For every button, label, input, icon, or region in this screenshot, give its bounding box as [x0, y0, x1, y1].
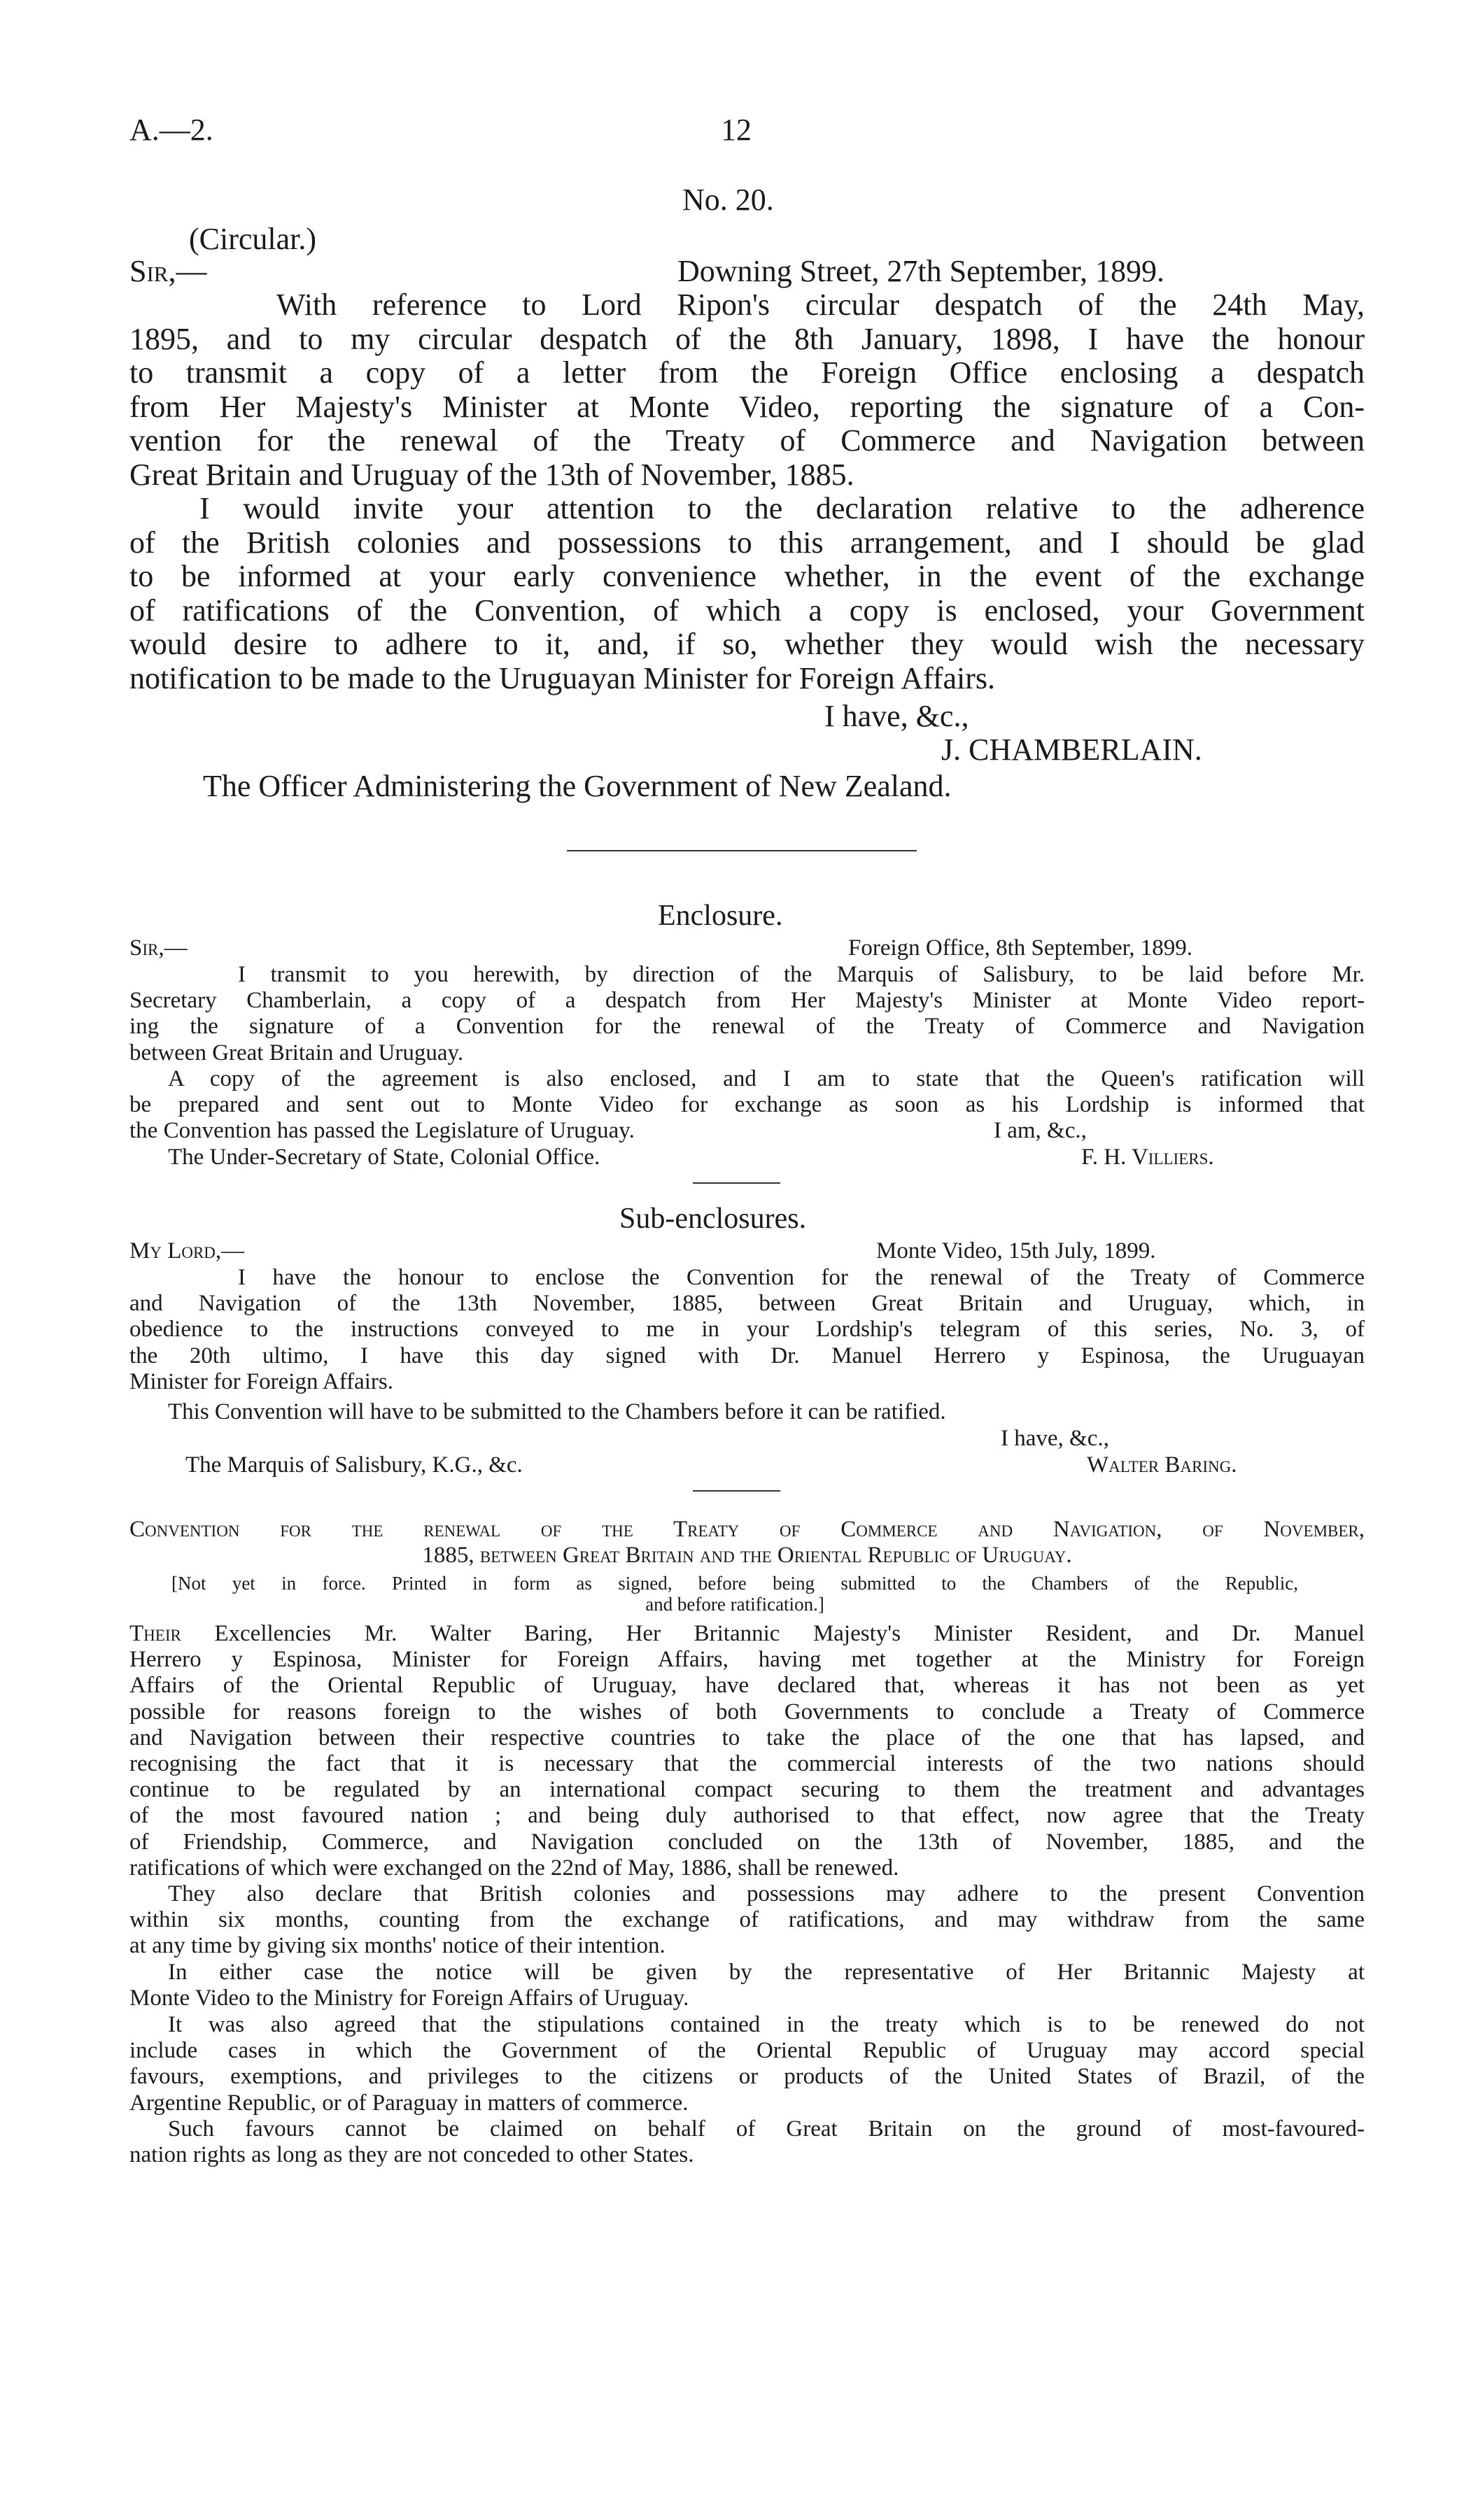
text-line: Minister for Foreign Affairs. — [129, 1368, 394, 1394]
text-line: Great Britain and Uruguay of the 13th of November, 1885. — [129, 457, 854, 492]
text-line: ing the signature of a Convention for the renewal of the Treaty of Commerce and Navigation — [129, 1014, 1365, 1040]
text-line: include cases in which the Government of the Oriental Republic of Uruguay may accord special — [129, 2038, 1365, 2064]
text-line: nation rights as long as they are not conceded to other States. — [129, 2142, 694, 2168]
circular-label: (Circular.) — [189, 222, 317, 256]
sub-enclosures-place-date: Monte Video, 15th July, 1899. — [876, 1238, 1156, 1263]
convention-paragraph-4 — [129, 2012, 1365, 2116]
lead-word: Their — [129, 1621, 181, 1646]
enclosure-paragraph-2 — [129, 1066, 1365, 1145]
despatch-number: No. 20. — [682, 183, 774, 217]
text-line: ratifications of which were exchanged on the 22nd of May, 1886, shall be renewed. — [129, 1855, 899, 1881]
despatch-paragraph-2 — [129, 492, 1365, 695]
enclosure-signature: F. H. Villiers. — [1081, 1145, 1214, 1170]
section-divider — [567, 850, 917, 851]
section-divider — [693, 1182, 780, 1184]
despatch-place-date: Downing Street, 27th September, 1899. — [677, 254, 1165, 288]
enclosure-salutation: Sir,— — [129, 935, 188, 961]
enclosure-paragraph-1 — [129, 962, 1365, 1066]
text-line: favours, exemptions, and privileges to the citizens or products of the United States of Brazil, of the — [129, 2064, 1365, 2090]
text-line: Herrero y Espinosa, Minister for Foreign Affairs, having met together at the Ministry for Foreign — [129, 1647, 1365, 1673]
text-line: I would invite your attention to the declaration relative to the adherence — [199, 491, 1365, 525]
text-line: Argentine Republic, or of Paraguay in matters of commerce. — [129, 2090, 689, 2116]
text-line: and Navigation between their respective countries to take the place of the one that has lapsed, and — [129, 1725, 1365, 1750]
convention-title-line: 1885, between Great Britain and the Oriental Republic of Uruguay. — [422, 1543, 1072, 1569]
text-line: I have the honour to enclose the Convention for the renewal of the Treaty of Commerce — [238, 1265, 1365, 1290]
text-line: within six months, counting from the exchange of ratifications, and may withdraw from the same — [129, 1907, 1365, 1933]
enclosure-closing: I am, &c., — [994, 1118, 1087, 1143]
text-line: They also declare that British colonies and possessions may adhere to the present Convention — [168, 1881, 1365, 1906]
note-line: [Not yet in force. Printed in form as signed, before being submitted to the Chambers of the Republic, — [171, 1573, 1298, 1594]
text-line: Such favours cannot be claimed on behalf of Great Britain on the ground of most-favoured- — [168, 2116, 1365, 2142]
enclosure-addressee: The Under-Secretary of State, Colonial Office. — [168, 1145, 600, 1170]
sub-enclosures-salutation: My Lord,— — [129, 1238, 245, 1263]
sub-enclosures-heading: Sub-enclosures. — [619, 1203, 807, 1235]
despatch-addressee: The Officer Administering the Government of New Zealand. — [203, 769, 952, 803]
text-span: Excellencies Mr. Walter Baring, Her Britannic Majesty's Minister Resident, and Dr. Manuel — [181, 1621, 1365, 1646]
text-line: to transmit a copy of a letter from the Foreign Office enclosing a despatch — [129, 355, 1365, 390]
sub-enclosures-signature: Walter Baring. — [1087, 1452, 1237, 1478]
text-line: A copy of the agreement is also enclosed, and I am to state that the Queen's ratification will — [168, 1066, 1365, 1091]
convention-title — [129, 1517, 1365, 1569]
text-line: from Her Majesty's Minister at Monte Video, reporting the signature of a Con- — [129, 389, 1365, 424]
text-line: be prepared and sent out to Monte Video for exchange as soon as his Lordship is informed that — [129, 1092, 1365, 1118]
text-line: and Navigation of the 13th November, 1885, between Great Britain and Uruguay, which, in — [129, 1291, 1365, 1317]
text-line: of the British colonies and possessions to this arrangement, and I should be glad — [129, 525, 1365, 560]
sub-enclosures-closing: I have, &c., — [1001, 1426, 1109, 1451]
text-line: I transmit to you herewith, by direction of the Marquis of Salisbury, to be laid before Mr. — [238, 962, 1365, 987]
page-number: 12 — [721, 113, 752, 147]
text-line: recognising the fact that it is necessary that the commercial interests of the two nations should — [129, 1751, 1365, 1777]
text-line: continue to be regulated by an international compact securing to them the treatment and advantages — [129, 1777, 1365, 1803]
section-divider — [693, 1490, 780, 1492]
convention-title-line: Convention for the renewal of the Treaty of Commerce and Navigation, of November, — [129, 1517, 1365, 1542]
despatch-salutation: Sir,— — [129, 254, 207, 288]
text-line: possible for reasons foreign to the wishes of both Governments to conclude a Treaty of Commerce — [129, 1699, 1365, 1725]
text-line: notification to be made to the Uruguayan Minister for Foreign Affairs. — [129, 660, 996, 695]
text-line: Affairs of the Oriental Republic of Uruguay, have declared that, whereas it has not been as yet — [129, 1673, 1365, 1699]
note-line: and before ratification.] — [645, 1594, 824, 1615]
sub-enclosures-addressee: The Marquis of Salisbury, K.G., &c. — [185, 1452, 523, 1478]
text-line: at any time by giving six months' notice of their intention. — [129, 1933, 666, 1959]
text-line: would desire to adhere to it, and, if so, whether they would wish the necessary — [129, 627, 1365, 661]
text-line: It was also agreed that the stipulations contained in the treaty which is to be renewed do not — [168, 2012, 1365, 2037]
text-line: the 20th ultimo, I have this day signed with Dr. Manuel Herrero y Espinosa, the Uruguayan — [129, 1343, 1365, 1368]
convention-note — [171, 1573, 1298, 1615]
text-line: 1895, and to my circular despatch of the 8th January, 1898, I have the honour — [129, 321, 1365, 356]
text-line: In either case the notice will be given by the representative of Her Britannic Majesty at — [168, 1960, 1365, 1985]
text-line: of Friendship, Commerce, and Navigation concluded on the 13th of November, 1885, and the — [129, 1829, 1365, 1855]
text-line: obedience to the instructions conveyed to me in your Lordship's telegram of this series, No. 3, of — [129, 1317, 1365, 1343]
despatch-paragraph-1 — [129, 288, 1365, 492]
text-line: between Great Britain and Uruguay. — [129, 1040, 464, 1066]
despatch-signature: J. CHAMBERLAIN. — [941, 732, 1202, 767]
despatch-closing: I have, &c., — [824, 699, 969, 733]
text-line: the Convention has passed the Legislature of Uruguay. — [129, 1118, 635, 1144]
text-line — [129, 1621, 1365, 1647]
text-line: of the most favoured nation ; and being duly authorised to that effect, now agree that the Treaty — [129, 1803, 1365, 1829]
text-line: vention for the renewal of the Treaty of Commerce and Navigation between — [129, 423, 1365, 458]
text-line: With reference to Lord Ripon's circular despatch of the 24th May, — [276, 288, 1365, 322]
enclosure-heading: Enclosure. — [658, 900, 783, 932]
text-line: Monte Video to the Ministry for Foreign Affairs of Uruguay. — [129, 1985, 689, 2011]
convention-paragraph-5 — [129, 2116, 1365, 2168]
convention-paragraph-1 — [129, 1621, 1365, 1881]
text-line: of ratifications of the Convention, of which a copy is enclosed, your Government — [129, 593, 1365, 628]
sub-enclosures-paragraph-1 — [129, 1265, 1365, 1395]
enclosure-place-date: Foreign Office, 8th September, 1899. — [848, 935, 1193, 961]
sub-enclosures-paragraph-2: This Convention will have to be submitted to the Chambers before it can be ratified. — [168, 1399, 946, 1424]
text-line: to be informed at your early convenience whether, in the event of the exchange — [129, 559, 1365, 593]
text-line: Secretary Chamberlain, a copy of a despatch from Her Majesty's Minister at Monte Video report- — [129, 988, 1365, 1014]
convention-paragraph-2 — [129, 1881, 1365, 1960]
document-reference: A.—2. — [129, 113, 213, 147]
convention-paragraph-3 — [129, 1960, 1365, 2011]
